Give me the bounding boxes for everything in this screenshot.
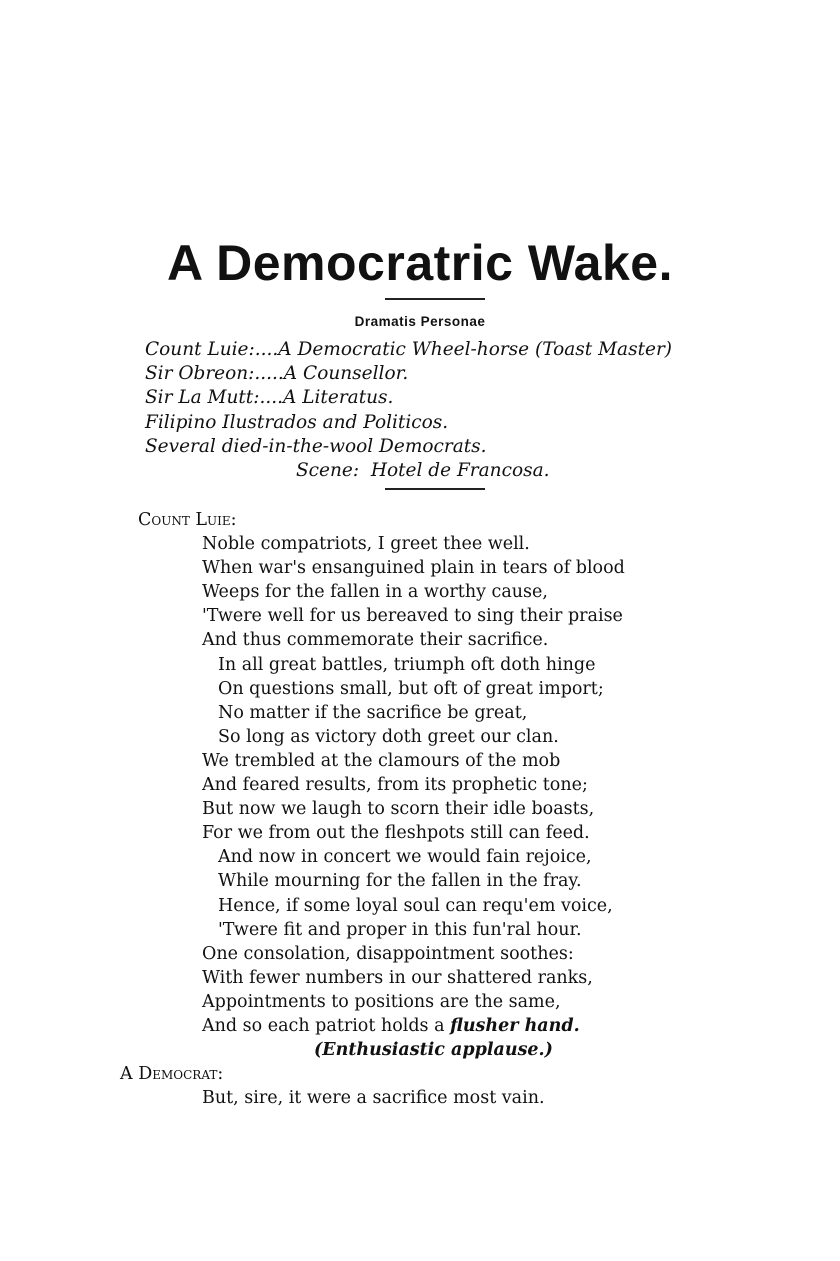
verse-line <box>120 1014 625 1038</box>
verse-line: But, sire, it were a sacrifice most vain. <box>202 1088 545 1109</box>
verse-line: When war's ensanguined plain in tears of blood <box>202 558 625 579</box>
persona: Several died-in-the-wool Democrats. <box>145 435 487 457</box>
persona: Filipino Ilustrados and Politicos. <box>145 411 449 433</box>
verse-line: 'Twere fit and proper in this fun'ral hour. <box>218 919 582 940</box>
verse-line: One consolation, disappointment soothes: <box>202 943 574 964</box>
page-title: A Democratric Wake. <box>167 235 673 291</box>
personae-list <box>145 338 672 483</box>
speaker-democrat: A Democrat: <box>120 1064 224 1085</box>
verse-line: While mourning for the fallen in the fray. <box>218 871 582 892</box>
verse-line: Weeps for the fallen in a worthy cause, <box>202 582 548 603</box>
persona: Count Luie:....A Democratic Wheel-horse (Toast Master) <box>145 339 673 360</box>
scene-line: Scene: Hotel de Francosa. <box>296 460 550 482</box>
verse-line: We trembled at the clamours of the mob <box>202 750 561 771</box>
verse-line: Appointments to positions are the same, <box>202 991 561 1012</box>
title-divider <box>385 298 485 300</box>
verse-text: And so each patriot holds a <box>202 1015 451 1036</box>
verse-line: For we from out the fleshpots still can feed. <box>202 823 590 844</box>
verse-line: 'Twere well for us bereaved to sing their praise <box>202 606 623 627</box>
play-text <box>120 508 625 1110</box>
verse-line: And now in concert we would fain rejoice, <box>218 847 592 868</box>
persona: Sir Obreon:.....A Counsellor. <box>145 363 409 385</box>
verse-line: On questions small, but oft of great import; <box>218 678 604 699</box>
verse-line: But now we laugh to scorn their idle boasts, <box>202 799 595 820</box>
dramatis-personae-heading: Dramatis Personae <box>354 314 486 329</box>
verse-line: Hence, if some loyal soul can requ'em voice, <box>218 895 613 916</box>
verse-line: So long as victory doth greet our clan. <box>218 726 559 747</box>
verse-line: And feared results, from its prophetic tone; <box>202 775 588 796</box>
stage-direction: (Enthusiastic applause.) <box>314 1040 553 1061</box>
scene-divider <box>385 488 485 490</box>
verse-line: With fewer numbers in our shattered ranks, <box>202 967 593 988</box>
verse-line: No matter if the sacrifice be great, <box>218 702 528 723</box>
persona: Sir La Mutt:....A Literatus. <box>145 387 394 409</box>
verse-block <box>120 532 625 1014</box>
verse-line: Noble compatriots, I greet thee well. <box>202 534 530 555</box>
speaker-count-luie: Count Luie: <box>138 510 237 530</box>
verse-line: And thus commemorate their sacrifice. <box>202 630 549 651</box>
verse-line: In all great battles, triumph oft doth hinge <box>218 654 596 675</box>
verse-emphasis: flusher hand. <box>450 1015 580 1036</box>
